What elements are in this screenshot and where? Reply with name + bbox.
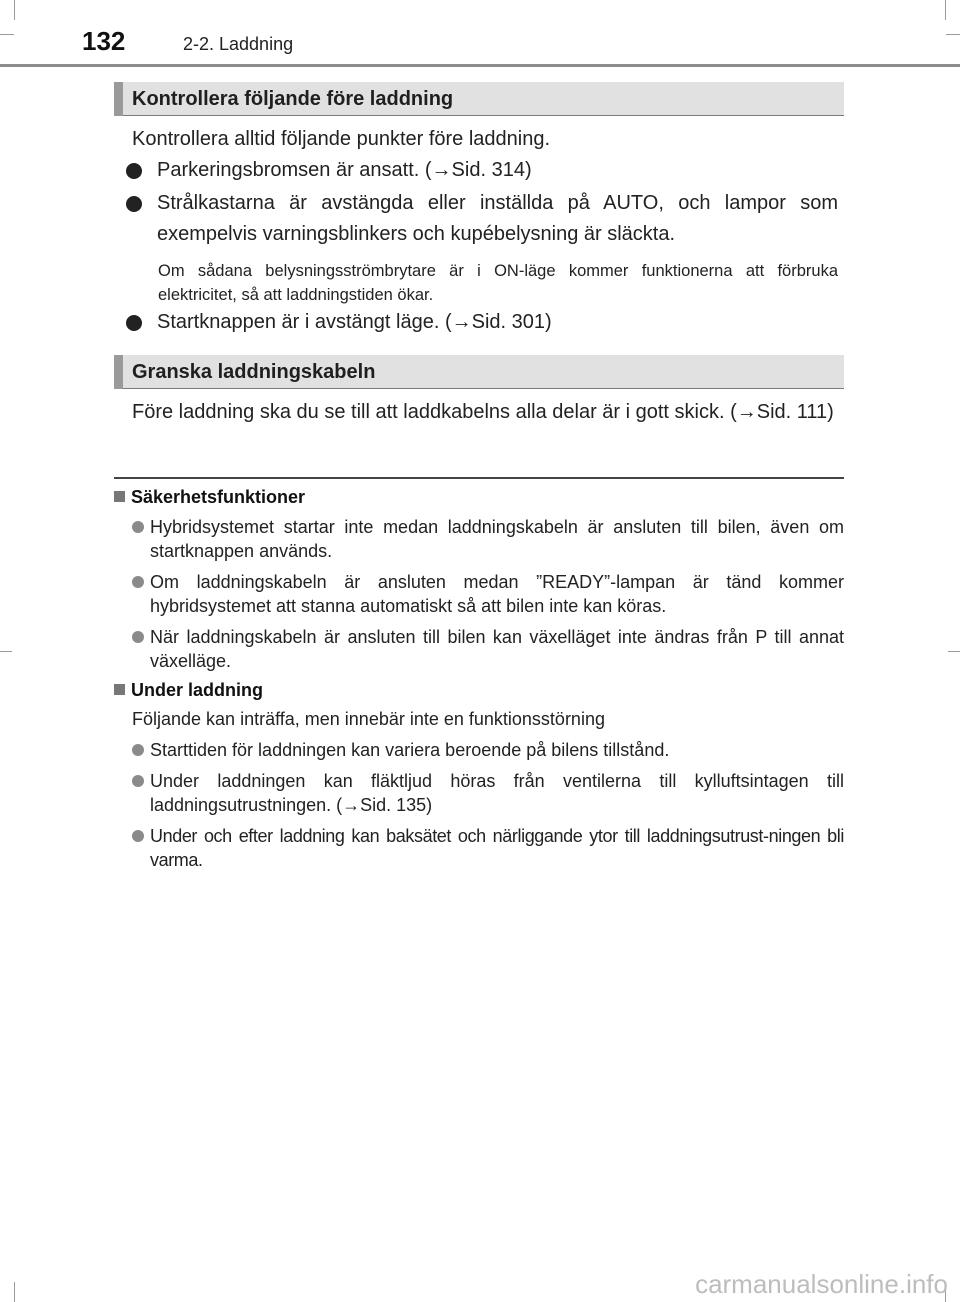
crop-mark <box>0 34 14 35</box>
square-bullet-icon <box>114 684 125 695</box>
list-item: Parkeringsbromsen är ansatt. (→Sid. 314) <box>126 155 838 186</box>
list-item: Under och efter laddning kan baksätet och närliggande ytor till laddningsutrust-ningen bli varma. <box>132 824 844 872</box>
subheading-safety: Säkerhetsfunktioner <box>114 487 305 508</box>
page-number: 132 <box>82 26 126 56</box>
heading-accent-bar <box>114 82 123 116</box>
section-title: 2-2. Laddning <box>183 34 294 54</box>
note-text: Om sådana belysningsströmbrytare är i ON-läge kommer funktionerna att förbruka elektricitet, så att laddningstiden ökar. <box>158 262 838 304</box>
list-item: Strålkastarna är avstängda eller inställda på AUTO, och lampor som exempelvis varningsblinkers och kupébelysning är släckta. <box>126 188 838 250</box>
section-intro: Kontrollera alltid följande punkter före laddning. <box>132 128 551 150</box>
bullet-icon <box>132 631 144 643</box>
bullet-icon <box>132 775 144 787</box>
divider <box>114 477 844 479</box>
crop-mark <box>0 651 12 652</box>
bullet-icon <box>132 830 144 842</box>
heading-text: Granska laddningskabeln <box>132 361 376 383</box>
heading-text: Kontrollera följande före laddning <box>132 88 454 110</box>
crop-mark <box>14 0 15 20</box>
section-text: Före laddning ska du se till att laddkabelns alla delar är i gott skick. (→Sid. 111) <box>132 401 834 423</box>
bullet-icon <box>132 576 144 588</box>
list-item: Om laddningskabeln är ansluten medan ”READY”-lampan är tänd kommer hybridsystemet att stanna automatiskt så att bilen inte kan köras. <box>132 570 844 618</box>
crop-mark <box>948 651 960 652</box>
list-item: Starttiden för laddningen kan variera beroende på bilens tillstånd. <box>132 738 844 762</box>
watermark: carmanualsonline.info <box>695 1269 948 1299</box>
charging-intro: Följande kan inträffa, men innebär inte en funktionsstörning <box>132 709 605 729</box>
square-bullet-icon <box>114 491 125 502</box>
bullet-icon <box>126 196 142 212</box>
list-item: Hybridsystemet startar inte medan laddningskabeln är ansluten till bilen, även om startknappen används. <box>132 515 844 563</box>
crop-mark <box>14 1282 15 1302</box>
subheading-charging: Under laddning <box>114 680 263 701</box>
crop-mark <box>945 0 946 20</box>
bullet-icon <box>126 163 142 179</box>
bullet-icon <box>126 315 142 331</box>
list-item: När laddningskabeln är ansluten till bilen kan växelläget inte ändras från P till annat växelläge. <box>132 625 844 673</box>
header-divider <box>0 64 960 67</box>
section-heading-check <box>114 82 844 116</box>
crop-mark <box>946 34 960 35</box>
heading-accent-bar <box>114 355 123 389</box>
bullet-icon <box>132 521 144 533</box>
bullet-icon <box>132 744 144 756</box>
list-item: Under laddningen kan fläktljud höras från ventilerna till kylluftsintagen till laddningsutrustningen. (→Sid. 135) <box>132 769 844 817</box>
list-item: Startknappen är i avstängt läge. (→Sid. 301) <box>126 307 838 338</box>
section-heading-cable <box>114 355 844 389</box>
